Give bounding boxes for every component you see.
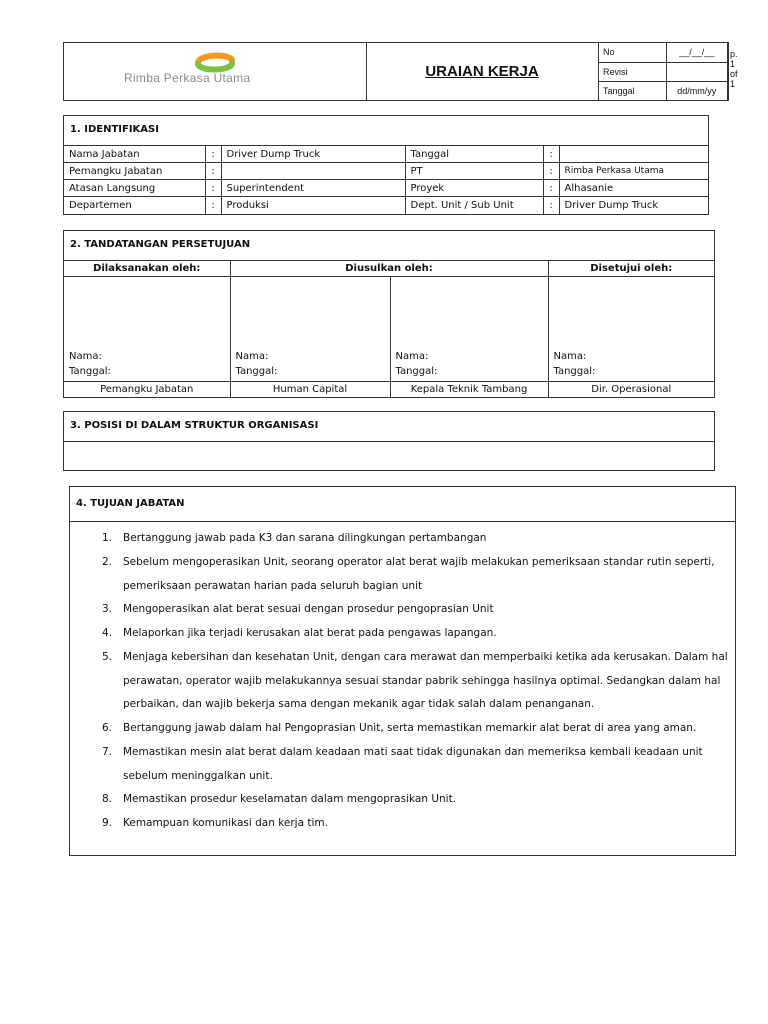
field-value: Produksi — [221, 197, 405, 214]
signature-table — [64, 260, 714, 398]
item-number: 4. — [101, 627, 112, 639]
item-number: 5. — [101, 651, 112, 663]
colon: : — [205, 146, 221, 163]
field-label: Atasan Langsung — [64, 180, 205, 197]
tanggal-label: Tanggal: — [69, 366, 111, 377]
field-label: Pemangku Jabatan — [64, 163, 205, 180]
meta-row — [598, 43, 728, 62]
meta-value: dd/mm/yy — [666, 81, 728, 100]
meta-value: __/__/__ — [666, 43, 728, 62]
tanggal-label: Tanggal: — [395, 366, 438, 377]
signature-box[interactable] — [64, 277, 230, 382]
table-header-row — [64, 261, 714, 277]
item-number: 6. — [101, 722, 112, 734]
field-label: Tanggal — [405, 146, 543, 163]
section-title: 1. IDENTIFIKASI — [70, 124, 159, 135]
item-text: Memastikan prosedur keselamatan dalam mengoprasikan Unit. — [123, 793, 457, 805]
signature-box[interactable] — [548, 277, 714, 382]
document-title: URAIAN KERJA — [366, 43, 599, 100]
section-title: 2. TANDATANGAN PERSETUJUAN — [70, 239, 251, 250]
item-number: 3. — [101, 603, 112, 615]
nama-label: Nama: — [395, 351, 429, 362]
table-row — [64, 146, 708, 163]
field-label: PT — [405, 163, 543, 180]
meta-label: Tanggal — [598, 81, 666, 100]
colon: : — [543, 163, 559, 180]
field-value: Driver Dump Truck — [221, 146, 405, 163]
field-value: Alhasanie — [559, 180, 708, 197]
section-title: 3. POSISI DI DALAM STRUKTUR ORGANISASI — [70, 420, 319, 431]
role-label: Dir. Operasional — [548, 382, 714, 398]
field-value: Driver Dump Truck — [559, 197, 708, 214]
role-label: Kepala Teknik Tambang — [390, 382, 548, 398]
field-label: Dept. Unit / Sub Unit — [405, 197, 543, 214]
company-logo-icon — [192, 51, 238, 73]
nama-label: Nama: — [553, 351, 587, 362]
meta-row — [598, 62, 728, 81]
company-name: Rimba Perkasa Utama — [124, 71, 251, 85]
item-text: Bertanggung jawab pada K3 dan sarana dilingkungan pertambangan — [123, 532, 487, 544]
role-row — [64, 382, 714, 398]
role-label: Pemangku Jabatan — [64, 382, 230, 398]
identifikasi-table — [64, 145, 708, 214]
nama-label: Nama: — [69, 351, 102, 362]
field-value — [559, 146, 708, 163]
table-row — [64, 163, 708, 180]
table-row — [64, 180, 708, 197]
document-header — [63, 42, 738, 101]
meta-value — [666, 62, 728, 81]
section-identifikasi — [63, 115, 709, 215]
section-title: 4. TUJUAN JABATAN — [76, 498, 185, 509]
section-tujuan — [69, 486, 736, 856]
role-label: Human Capital — [230, 382, 390, 398]
item-number: 7. — [101, 746, 112, 758]
colon: : — [543, 180, 559, 197]
item-number: 2. — [101, 556, 112, 568]
tanggal-label: Tanggal: — [553, 366, 596, 377]
page-number: p. 1 of 1 — [730, 49, 738, 89]
nama-label: Nama: — [235, 351, 269, 362]
item-text: Menjaga kebersihan dan kesehatan Unit, dengan cara merawat dan memperbaiki ketika ada kerusakan. Dalam hal perawatan, operator wajib melakukannya sesuai standar pabrik sehingga hasilnya optimal. Sedangkan dalam hal perbaikan, dan wajib bekerja sama dengan mekanik agar tidak salah dalam penanganan. — [123, 651, 728, 710]
field-value: Rimba Perkasa Utama — [559, 163, 708, 180]
section-struktur — [63, 411, 715, 471]
item-number: 8. — [101, 793, 112, 805]
section-persetujuan — [63, 230, 715, 398]
field-label: Proyek — [405, 180, 543, 197]
field-value: Superintendent — [221, 180, 405, 197]
item-number: 9. — [101, 817, 112, 829]
divider — [70, 521, 735, 522]
divider — [64, 441, 714, 442]
item-text: Kemampuan komunikasi dan kerja tim. — [123, 817, 328, 829]
table-row — [64, 197, 708, 214]
field-label: Departemen — [64, 197, 205, 214]
colon: : — [543, 197, 559, 214]
meta-label: Revisi — [598, 62, 666, 81]
column-header: Disetujui oleh: — [548, 261, 714, 277]
tanggal-label: Tanggal: — [235, 366, 278, 377]
meta-row — [598, 81, 728, 100]
colon: : — [205, 197, 221, 214]
colon: : — [205, 163, 221, 180]
signature-row — [64, 277, 714, 382]
colon: : — [543, 146, 559, 163]
field-value — [221, 163, 405, 180]
item-text: Sebelum mengoperasikan Unit, seorang operator alat berat wajib melakukan pemeriksaan standar rutin seperti, pemeriksaan perawatan harian pada seluruh bagian unit — [123, 556, 715, 592]
column-header: Dilaksanakan oleh: — [64, 261, 230, 277]
document-meta-table — [598, 43, 728, 100]
logo-cell — [64, 43, 367, 100]
meta-label: No — [598, 43, 666, 62]
column-header: Diusulkan oleh: — [230, 261, 548, 277]
colon: : — [205, 180, 221, 197]
signature-box[interactable] — [230, 277, 390, 382]
item-text: Melaporkan jika terjadi kerusakan alat berat pada pengawas lapangan. — [123, 627, 497, 639]
item-text: Memastikan mesin alat berat dalam keadaan mati saat tidak digunakan dan memeriksa kembali keadaan unit sebelum meninggalkan unit. — [123, 746, 703, 782]
item-text: Bertanggung jawab dalam hal Pengoprasian Unit, serta memastikan memarkir alat berat di area yang aman. — [123, 722, 697, 734]
item-text: Mengoperasikan alat berat sesuai dengan prosedur pengoprasian Unit — [123, 603, 494, 615]
item-number: 1. — [101, 532, 112, 544]
signature-box[interactable] — [390, 277, 548, 382]
field-label: Nama Jabatan — [64, 146, 205, 163]
